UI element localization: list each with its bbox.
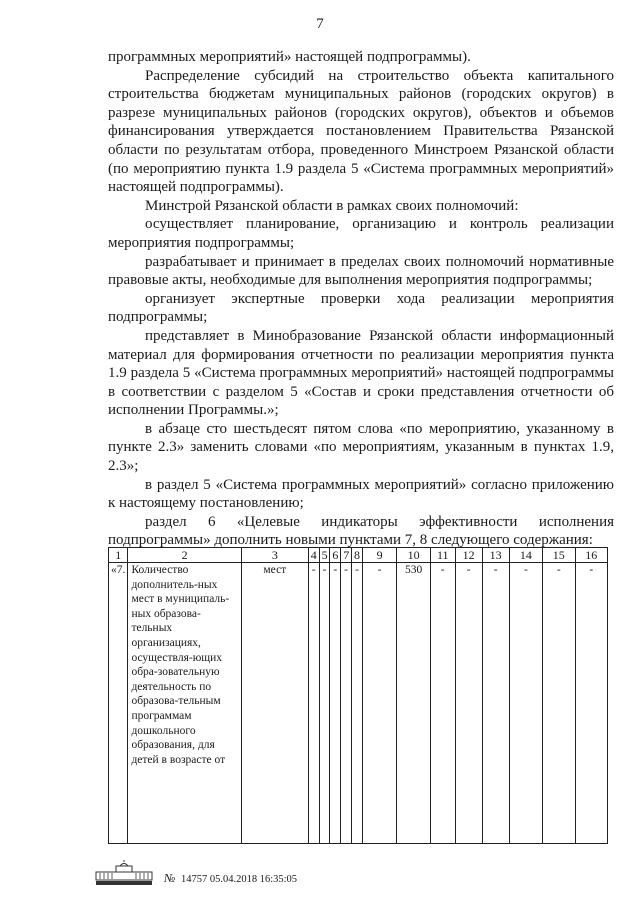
column-header: 16 [575, 548, 608, 563]
table-body [109, 563, 608, 844]
column-header: 3 [241, 548, 308, 563]
table-cell: - [351, 563, 362, 844]
column-header: 15 [543, 548, 575, 563]
paragraph: программных мероприятий» настоящей подпрограммы). [108, 49, 471, 65]
column-header: 12 [455, 548, 482, 563]
table-cell: - [341, 563, 352, 844]
indicator-name-cell: Количество дополнитель-ных мест в муниципаль-ных образова-тельных организациях, осуществля-ющих обра-зовательную деятельность по образова-тельным программам дошкольного образования, для детей в возрасте от [128, 563, 241, 844]
paragraph: представляет в Минобразование Рязанской области информационный материал для формирования отчетности по реализации мероприятия пункта 1.9 раздела 5 «Система программных мероприятий» настоящей подпрограммы в соответствии с разделом 5 «Состав и сроки представления отчетности об исполнении Программы.»; [108, 327, 614, 419]
document-footer [94, 860, 297, 886]
table-cell: 530 [397, 563, 430, 844]
paragraph: в раздел 5 «Система программных мероприятий» согласно приложению к настоящему постановлению; [108, 476, 614, 512]
table-cell: - [430, 563, 455, 844]
column-header: 9 [362, 548, 397, 563]
column-header: 5 [319, 548, 330, 563]
column-header: 2 [128, 548, 241, 563]
document-body [108, 48, 614, 550]
paragraph: раздел 6 «Целевые индикаторы эффективности исполнения подпрограммы» дополнить новыми пунктами 7, 8 следующего содержания: [108, 513, 614, 549]
column-header: 13 [482, 548, 509, 563]
paragraph: осуществляет планирование, организацию и контроль реализации мероприятия подпрограммы; [108, 216, 614, 251]
paragraph: Распределение субсидий на строительство объекта капитального строительства бюджетам муниципальных районов (городских округов) в разрезе муниципальных районов (городских округов), объектов и объемов финансирования утверждается постановлением Правительства Рязанской области по результатам отбора, проведенного Минстроем Рязанской области (по мероприятию пункта 1.9 раздела 5 «Система программных мероприятий» настоящей подпрограммы). [108, 67, 614, 196]
column-header: 8 [351, 548, 362, 563]
table-cell: - [575, 563, 608, 844]
table-cell: - [330, 563, 341, 844]
table-cell: - [509, 563, 542, 844]
table-cell: - [482, 563, 509, 844]
indicators-table-wrapper [108, 547, 608, 844]
paragraph: Минстрой Рязанской области в рамках своих полномочий: [145, 197, 519, 214]
column-header: 1 [109, 548, 128, 563]
paragraph: разрабатывает и принимает в пределах своих полномочий нормативные правовые акты, необходимые для выполнения мероприятия подпрограммы; [108, 253, 614, 289]
column-header: 7 [341, 548, 352, 563]
table-cell: - [308, 563, 319, 844]
indicators-table [108, 547, 608, 844]
column-header: 11 [430, 548, 455, 563]
table-cell: - [455, 563, 482, 844]
table-row [109, 563, 608, 844]
table-cell: - [362, 563, 397, 844]
government-building-logo [94, 860, 154, 886]
doc-info: 14757 05.04.2018 16:35:05 [180, 874, 298, 885]
table-cell: «7. [109, 563, 128, 844]
table-cell: мест [241, 563, 308, 844]
column-header: 4 [308, 548, 319, 563]
page-number: 7 [316, 16, 324, 32]
paragraph: в абзаце сто шестьдесят пятом слова «по мероприятию, указанному в пункте 2.3» заменить словами «по мероприятиям, указанным в пунктах 1.9, 2.3»; [108, 420, 614, 475]
column-header: 14 [509, 548, 542, 563]
number-mark: № [164, 871, 176, 885]
column-header: 6 [330, 548, 341, 563]
table-header-row [109, 548, 608, 563]
column-header: 10 [397, 548, 430, 563]
paragraph: организует экспертные проверки хода реализации мероприятия подпрограммы; [108, 290, 614, 326]
document-registration-info [164, 871, 297, 886]
table-cell: - [543, 563, 575, 844]
table-cell: - [319, 563, 330, 844]
